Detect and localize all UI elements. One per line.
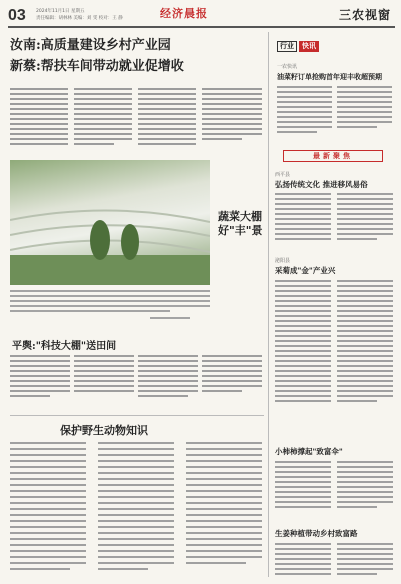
photo-story	[10, 160, 264, 330]
news-flash-body	[277, 86, 393, 144]
masthead-rule	[8, 26, 395, 28]
feature-headline: 保护野生动物知识	[60, 424, 148, 437]
masthead	[0, 0, 401, 30]
greenhouse-photo	[10, 160, 210, 285]
page-number: 03	[8, 7, 26, 24]
right-body-2	[275, 280, 393, 420]
mid-headline: 平舆:"科技大棚"送田间	[12, 341, 117, 352]
edition-line: 责任编辑：胡林林 美编：刘 雯 校对：王 静	[36, 16, 123, 21]
mid-body	[10, 355, 264, 411]
kicker-2: 泌阳县	[275, 258, 291, 264]
tag-flash: 快讯	[299, 41, 319, 52]
lead-headline-1: 汝南:高质量建设乡村产业园	[10, 38, 171, 53]
news-flash-box	[273, 38, 395, 146]
news-flash-tag	[277, 41, 319, 52]
photo-caption	[10, 290, 210, 326]
lead-body-text	[10, 88, 264, 156]
tag-industry: 行业	[277, 41, 297, 52]
section-tag: 最新聚焦	[313, 152, 353, 160]
right-column	[273, 150, 395, 580]
lead-body-lines	[10, 88, 264, 156]
right-body-4	[275, 543, 393, 579]
kicker-1: 西平县	[275, 172, 291, 178]
paper-name: 经济晨报	[160, 7, 208, 20]
date-line: 2024年11月1日 星期五	[36, 9, 85, 14]
feature-body	[10, 442, 264, 580]
right-headline-1: 弘扬传统文化 推进移风易俗	[275, 180, 368, 189]
greenhouse-illustration	[10, 160, 210, 285]
photo-story-headline: 蔬菜大棚 好"丰"景	[218, 210, 263, 237]
section-tag-box	[283, 150, 383, 162]
right-headline-2: 采菊成"金"产业兴	[275, 266, 336, 275]
news-flash-headline: 油菜籽订单抢购首年迎丰收超预期	[277, 72, 382, 81]
feature-box	[10, 415, 264, 581]
right-headline-3: 小柿柿撑起"致富伞"	[275, 447, 343, 456]
lead-headline-2: 新蔡:帮扶车间带动就业促增收	[10, 59, 184, 74]
news-flash-kicker: 一农快讯	[277, 64, 298, 70]
right-body-1	[275, 193, 393, 251]
section-name: 三农视窗	[339, 8, 392, 22]
column-divider	[268, 32, 269, 577]
right-body-3	[275, 461, 393, 519]
right-headline-4: 生姜种植带动乡村致富路	[275, 529, 358, 538]
